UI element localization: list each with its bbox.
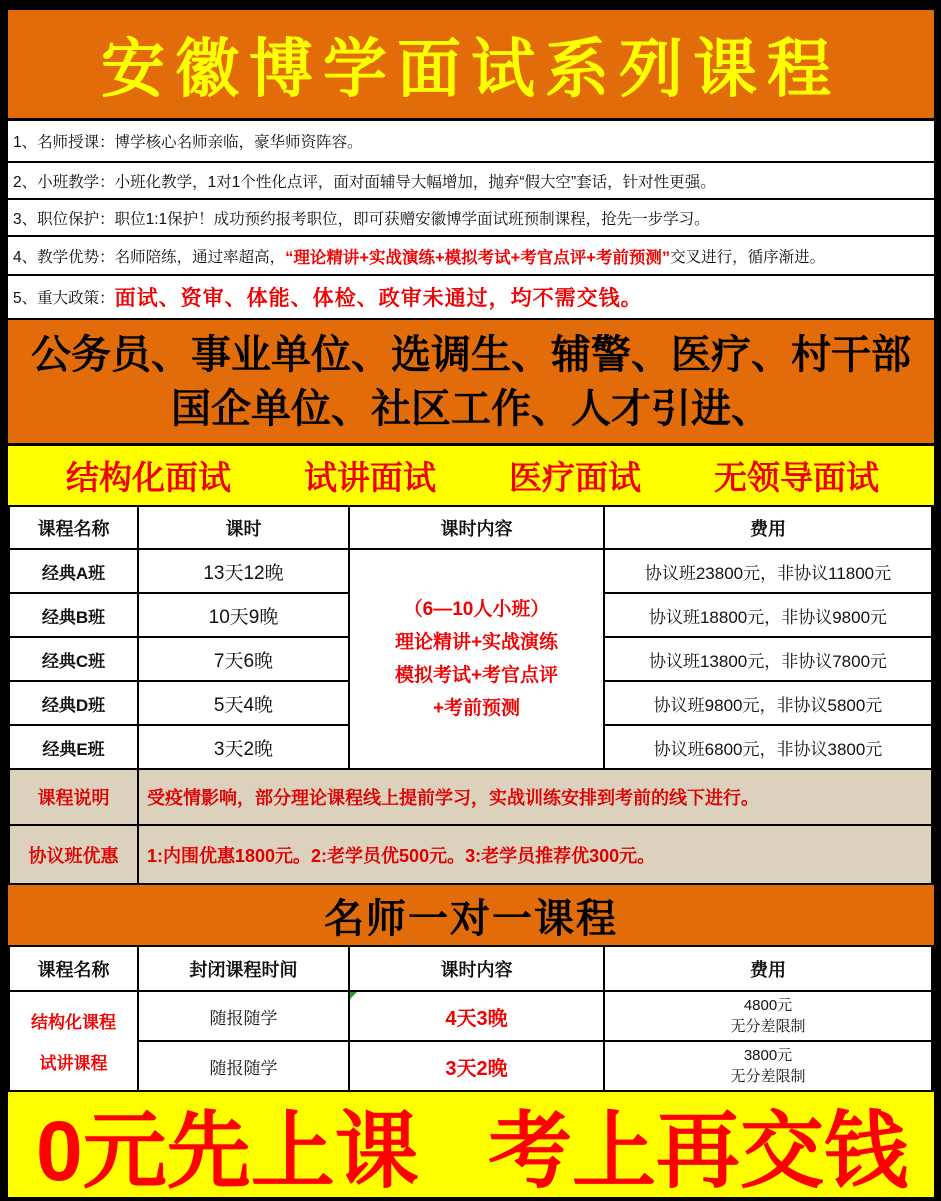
feature-text: 4、教学优势：名师陪练，通过率超高， <box>13 248 286 266</box>
enroll-time-cell: 随报随学 <box>139 1042 348 1090</box>
type-item-leaderless: 无领导面试 <box>714 459 879 496</box>
jobs-banner <box>8 318 934 443</box>
table1-header-hours: 课时 <box>139 507 348 548</box>
jobs-line-1: 公务员、事业单位、选调生、辅警、医疗、村干部 <box>31 332 911 377</box>
feature-row-2 <box>8 163 934 200</box>
course-fee-cell: 协议班9800元，非协议5800元 <box>605 682 931 724</box>
title-banner <box>8 10 934 118</box>
course-hours-cell: 5天4晚 <box>139 682 348 724</box>
course-fee-cell: 协议班13800元，非协议7800元 <box>605 638 931 680</box>
table2-header-name: 课程名称 <box>10 947 137 990</box>
feature-highlight: “理论精讲+实战演练+模拟考试+考官点评+考前预测” <box>285 248 671 267</box>
course-fee-cell: 协议班6800元，非协议3800元 <box>605 726 931 768</box>
enroll-time-cell: 随报随学 <box>139 992 348 1040</box>
course-hours-cell: 13天12晚 <box>139 550 348 592</box>
interview-types-banner <box>8 446 934 505</box>
table1-header-name: 课程名称 <box>10 507 137 548</box>
type-item-medical: 医疗面试 <box>509 459 641 496</box>
fee-amount: 3800元 <box>743 1047 793 1064</box>
course-name-cell: 经典E班 <box>10 726 137 768</box>
type-item-lecture: 试讲面试 <box>304 459 436 496</box>
course-name-cell: 经典A班 <box>10 550 137 592</box>
poster-title: 安徽博学面试系列课程 <box>101 34 841 105</box>
feature-row-3 <box>8 200 934 237</box>
one-on-one-title: 名师一对一课程 <box>324 896 618 941</box>
slogan-left: 0元先上课 <box>36 1104 419 1198</box>
feature-row-4 <box>8 237 934 276</box>
one-on-one-table <box>8 945 934 1092</box>
feature-highlight: 面试、资审、体能、体检、政审未通过，均不需交钱。 <box>114 286 643 310</box>
course-name-cell: 经典C班 <box>10 638 137 680</box>
note-text-course-desc: 受疫情影响，部分理论课程线上提前学习，实战训练安排到考前的线下进行。 <box>139 770 931 824</box>
table2-header-fee: 费用 <box>605 947 931 990</box>
course-hours-cell: 10天9晚 <box>139 594 348 636</box>
course-hours-cell: 3天2晚 <box>139 726 348 768</box>
fee-condition: 无分差限制 <box>730 1068 806 1085</box>
duration-text: 3天2晚 <box>445 1057 508 1080</box>
duration-text: 4天3晚 <box>445 1007 508 1030</box>
course-hours-cell: 7天6晚 <box>139 638 348 680</box>
table2-header-content: 课时内容 <box>350 947 603 990</box>
jobs-line-2: 国企单位、社区工作、人才引进、 <box>171 386 771 431</box>
slogan-right: 考上再交钱 <box>487 1104 908 1198</box>
duration-cell <box>350 1042 603 1090</box>
fee-cell <box>605 1042 931 1090</box>
content-line: 理论精讲+实战演练 <box>394 632 559 653</box>
fee-amount: 4800元 <box>743 997 793 1014</box>
note-text-discount: 1:内围优惠1800元。2:老学员优500元。3:老学员推荐优300元。 <box>139 826 931 883</box>
course-table <box>8 505 934 885</box>
feature-text: 3、职位保护：职位1:1保护！成功预约报考职位，即可获赠安徽博学面试班预制课程，抢先一步学习。 <box>13 210 710 228</box>
fee-cell <box>605 992 931 1040</box>
feature-text-post: 交叉进行，循序渐进。 <box>670 248 826 266</box>
table1-header-fee: 费用 <box>605 507 931 548</box>
class-content-merged-cell <box>350 550 603 768</box>
feature-text: 2、小班教学：小班化教学，1对1个性化点评，面对面辅导大幅增加，抛弃“假大空”套话，针对性更强。 <box>13 173 716 191</box>
class-size-line: （6—10人小班） <box>403 599 550 620</box>
feature-row-5 <box>8 276 934 318</box>
course-name-structured: 结构化课程 <box>31 1013 116 1032</box>
one-on-one-banner <box>8 885 934 945</box>
table1-header-content: 课时内容 <box>350 507 603 548</box>
feature-list <box>8 121 934 318</box>
fee-condition: 无分差限制 <box>730 1018 806 1035</box>
feature-text: 5、重大政策： <box>13 290 115 307</box>
cell-corner-marker-icon <box>350 992 357 999</box>
feature-row-1 <box>8 121 934 163</box>
feature-text: 1、名师授课：博学核心名师亲临，豪华师资阵容。 <box>13 134 363 151</box>
note-label-course-desc: 课程说明 <box>10 770 137 824</box>
bottom-slogan-banner <box>8 1092 934 1197</box>
course-name-cell: 经典D班 <box>10 682 137 724</box>
note-label-discount: 协议班优惠 <box>10 826 137 883</box>
course-fee-cell: 协议班23800元，非协议11800元 <box>605 550 931 592</box>
course-names-merged-cell <box>10 992 137 1090</box>
course-fee-cell: 协议班18800元，非协议9800元 <box>605 594 931 636</box>
content-line: +考前预测 <box>432 698 521 719</box>
duration-cell <box>350 992 603 1040</box>
course-name-cell: 经典B班 <box>10 594 137 636</box>
table2-header-time: 封闭课程时间 <box>139 947 348 990</box>
content-line: 模拟考试+考官点评 <box>394 665 559 686</box>
course-name-lecture: 试讲课程 <box>39 1054 108 1073</box>
type-item-structured: 结构化面试 <box>66 459 231 496</box>
